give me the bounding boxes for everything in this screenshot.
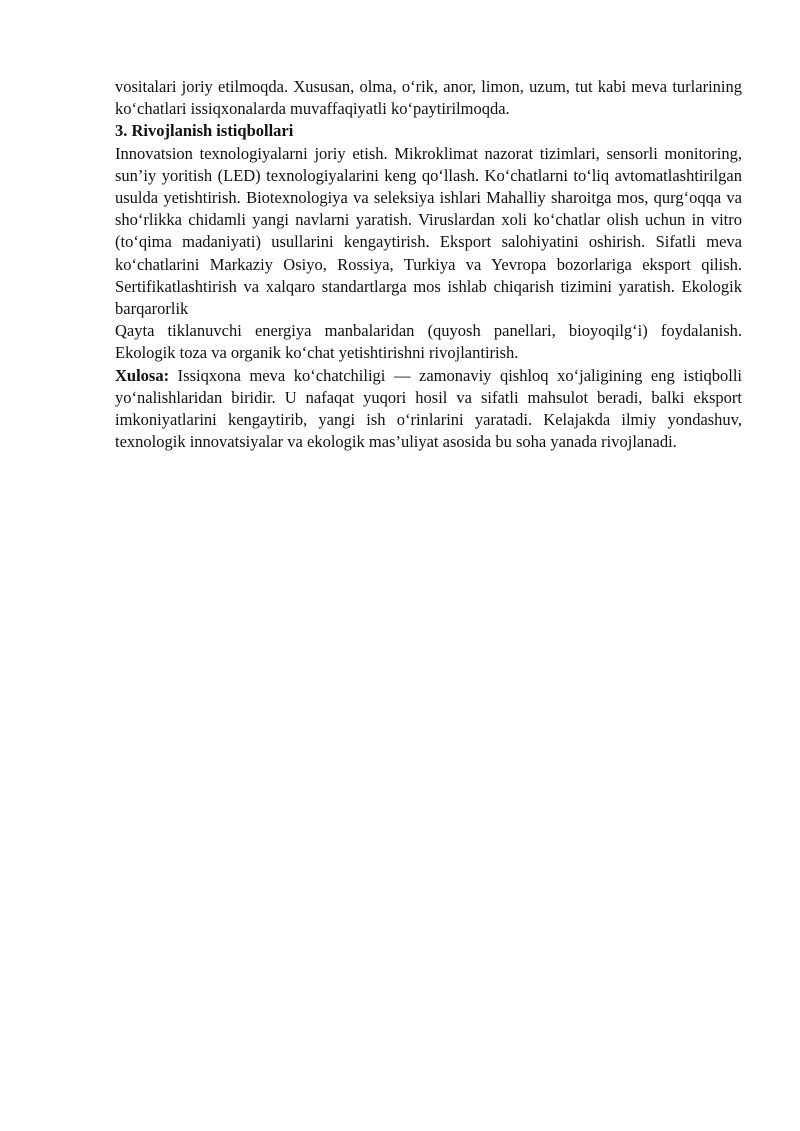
development-paragraph: Innovatsion texnologiyalarni joriy etish. Mikroklimat nazorat tizimlari, sensorli monitoring, sun’iy yoritish (LED) texnologiyalarini keng qo‘llash. Ko‘chatlarni to‘liq avtomatlashtirilgan usulda yetishtirish. Biotexnologiya va seleksiya ishlari Mahalliy sharoitga mos, qurg‘oqqa va sho‘rlikka chidamli yangi navlarni yaratish. Viruslardan xoli ko‘chatlar olish uchun in vitro (to‘qima madaniyati) usullarini kengaytirish. Eksport salohiyatini oshirish. Sifatli meva ko‘chatlarini Markaziy Osiyo, Rossiya, Turkiya va Yevropa bozorlariga eksport qilish. Sertifikatlashtirish va xalqaro standartlarga mos ishlab chiqarish tizimini yaratish. Ekologik barqarorlik — [115, 143, 742, 319]
energy-paragraph: Qayta tiklanuvchi energiya manbalaridan (quyosh panellari, bioyoqilg‘i) foydalanish. Ekologik toza va organik ko‘chat yetishtirishni rivojlantirish. — [115, 321, 742, 363]
conclusion-paragraph — [115, 365, 742, 454]
conclusion-label: Xulosa: — [115, 365, 170, 385]
conclusion-text: Issiqxona meva ko‘chatchiligi — zamonaviy qishloq xo‘jaligining eng istiqbolli yo‘nalishlaridan biridir. U nafaqat yuqori hosil va sifatli mahsulot beradi, balki eksport imkoniyatlarini kengaytirib, yangi ish o‘rinlarini yaratadi. Kelajakda ilmiy yondashuv, texnologik innovatsiyalar va ekologik mas’uliyat asosida bu soha yanada rivojlanadi. — [115, 365, 742, 452]
section-heading: 3. Rivojlanish istiqbollari — [115, 121, 294, 141]
document-page — [115, 76, 742, 453]
intro-paragraph: vositalari joriy etilmoqda. Xususan, olma, o‘rik, anor, limon, uzum, tut kabi meva turlarining ko‘chatlari issiqxonalarda muvaffaqiyatli ko‘paytirilmoqda. — [115, 77, 742, 119]
